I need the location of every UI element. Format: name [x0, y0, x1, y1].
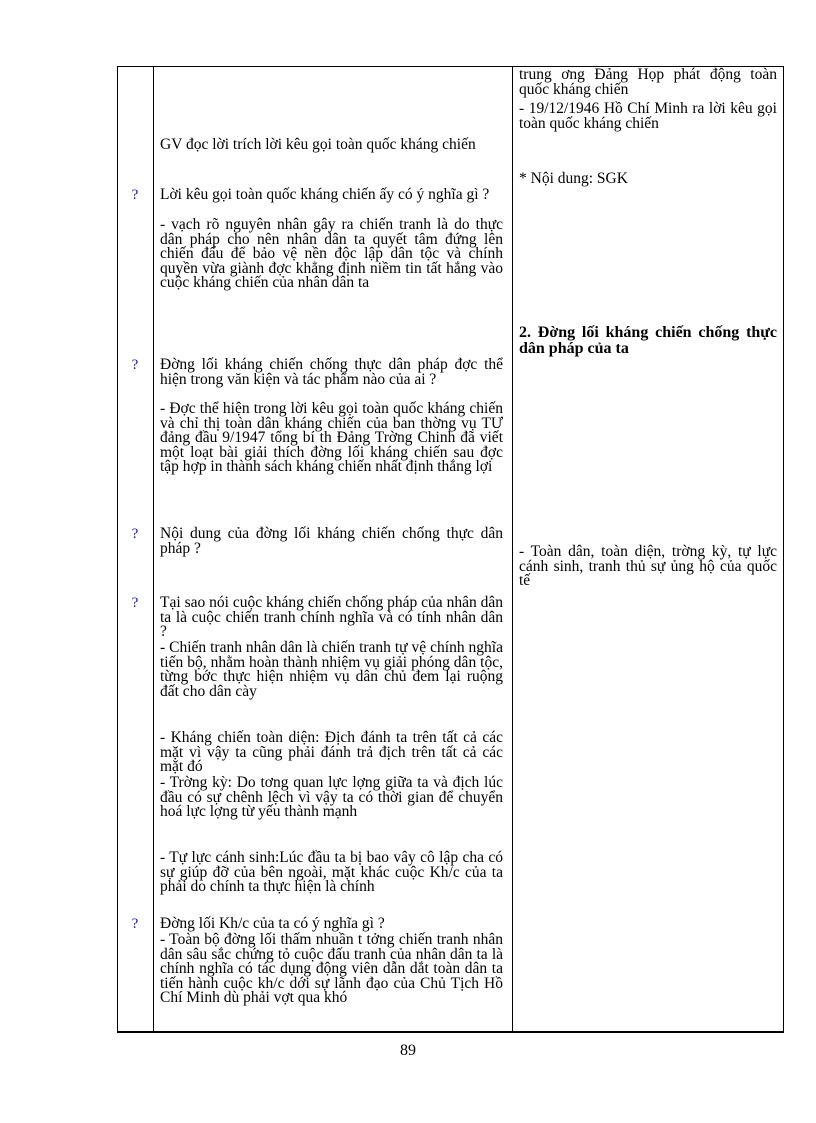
- question-marker-2: ?: [131, 357, 139, 373]
- section-heading-2: 2. Đờng lối kháng chiến chống thực dân pháp của ta: [519, 324, 777, 357]
- column-divider-left: [153, 66, 154, 1032]
- table-bottom-border: [117, 1032, 784, 1033]
- answer-4-long-term: - Trờng kỳ: Do tơng quan lực lợng giữa ta và địch lúc đầu có sự chênh lệch vì vậy ta có thời gian để chuyển hoá lực lợng từ yếu thành mạnh: [160, 774, 503, 821]
- question-marker-1: ?: [131, 187, 139, 203]
- question-3: Nội dung của đờng lối kháng chiến chống thực dân pháp ?: [160, 525, 503, 557]
- answer-4-comprehensive: - Kháng chiến toàn diện: Địch đánh ta trên tất cả các mặt vì vậy ta cũng phải đánh trả địch trên tất cả các mặt đó: [160, 729, 503, 776]
- answer-2: - Đợc thể hiện trong lời kêu gọi toàn quốc kháng chiến và chỉ thị toàn dân kháng chiến của ban thờng vụ TƯ đảng đầu 9/1947 tổng bí th Đảng Trờng Chinh đã viết một loạt bài giải thích đờng lối kháng chiến sau đợc tập hợp in thành sách kháng chiến nhất định thắng lợi: [160, 400, 503, 476]
- answer-4-self-reliance: - Tự lực cánh sinh:Lúc đầu ta bị bao vây cô lập cha có sự giúp đỡ của bên ngoài, mặt khác cuộc Kh/c của ta phải do chính ta thực hiện là chính: [160, 849, 503, 896]
- question-marker-3: ?: [131, 526, 139, 542]
- question-1: Lời kêu gọi toàn quốc kháng chiến ấy có ý nghĩa gì ?: [160, 186, 490, 203]
- question-2: Đờng lối kháng chiến chống thực dân pháp đợc thể hiện trong văn kiện và tác phẩm nào của ai ?: [160, 356, 503, 388]
- answer-5: - Toàn bộ đờng lối thấm nhuần t tởng chiến tranh nhân dân sâu sắc chứng tỏ cuộc đấu tranh của nhân dân ta là chính nghĩa có tác dụng động viên dẫn dắt toàn dân ta tiến hành cuộc kh/c dới sự lãnh đạo của Chủ Tịch Hồ Chí Minh dù phải vợt qua khó: [160, 931, 503, 1007]
- teacher-reading-note: GV đọc lời trích lời kêu gọi toàn quốc kháng chiến: [160, 136, 476, 153]
- right-text-line-summary: - Toàn dân, toàn diện, trờng kỳ, tự lực cánh sinh, tranh thủ sự ủng hộ của quốc tế: [519, 543, 777, 590]
- right-text-party-meeting: trung ơng Đảng Họp phát động toàn quốc kháng chiến: [519, 66, 777, 98]
- question-marker-5: ?: [131, 916, 139, 932]
- question-4: Tại sao nói cuộc kháng chiến chống pháp của nhân dân ta là cuộc chiến tranh chính nghĩa và có tính nhân dân ?: [160, 594, 503, 641]
- answer-4-people-war: - Chiến tranh nhân dân là chiến tranh tự vệ chính nghĩa tiến bộ, nhằm hoàn thành nhiệm vụ giải phóng dân tộc, từng bớc thực hiện nhiệm vụ dân chủ đem lại ruộng đất cho dân cày: [160, 639, 503, 700]
- right-text-appeal-date: - 19/12/1946 Hồ Chí Minh ra lời kêu gọi toàn quốc kháng chiến: [519, 100, 777, 132]
- answer-1: - vạch rõ nguyên nhân gây ra chiến tranh là do thực dân pháp cho nên nhân dân ta quyết tâm đứng lên chiến đấu để bảo vệ nền độc lập dân tộc và chính quyền vừa giành đợc khẳng định niềm tin tất hắng vào cuộc kháng chiến của nhân dân ta: [160, 216, 503, 292]
- column-divider-right: [512, 66, 513, 1032]
- right-text-content-sgk: * Nội dung: SGK: [519, 170, 628, 187]
- page-number: 89: [400, 1042, 416, 1059]
- question-5: Đờng lối Kh/c của ta có ý nghĩa gì ?: [160, 915, 385, 932]
- question-marker-4: ?: [131, 595, 139, 611]
